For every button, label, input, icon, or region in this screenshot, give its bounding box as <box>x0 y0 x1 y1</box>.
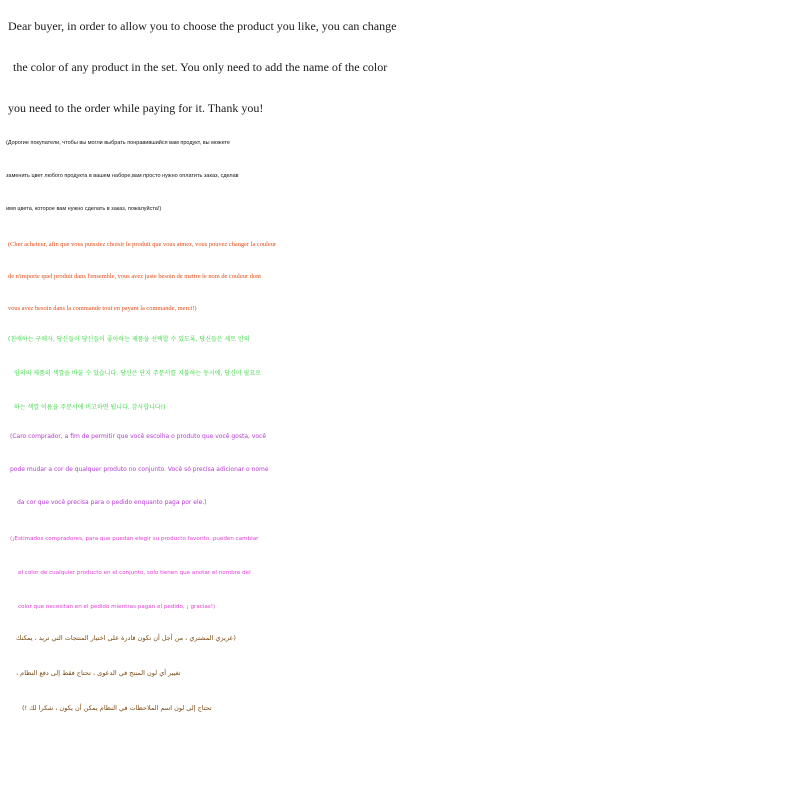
french-line-1: (Cher acheteur, afin que vous puissiez choisir le produit que vous aimez, vous pouvez changer la couleur <box>8 241 277 248</box>
spanish-notice <box>0 522 800 624</box>
portuguese-notice <box>0 420 800 519</box>
english-notice <box>0 6 800 129</box>
english-line-2: the color of any product in the set. You only need to add the name of the color <box>13 60 388 74</box>
french-line-2: de n'importe quel produit dans l'ensemble, vous avez juste besoin de mettre le nom de couleur dont <box>8 273 262 280</box>
korean-line-1: (친애하는 구매자, 당신들이 당신들이 좋아하는 제품을 선택할 수 있도록, 당신들은 세트 안의 <box>8 336 250 343</box>
portuguese-line-2: pode mudar a cor de qualquer produto no conjunto. Você só precisa adicionar o nome <box>10 466 269 473</box>
arabic-line-1: (عزيزي المشتري ، من أجل أن تكون قادرة على اختيار المنتجات التي تريد ، يمكنك <box>16 634 236 642</box>
russian-line-1: (Дорогие покупатели, чтобы вы могли выбрать понравившийся вам продукт, вы можете <box>6 140 230 146</box>
russian-line-2: заменить цвет любого продукта в вашем наборе,вам просто нужно оплатить заказ, сделав <box>6 173 239 179</box>
korean-line-3: 하는 색깔 이름을 주문서에 비고하면 됩니다. 감사합니다!) <box>14 404 166 411</box>
english-line-1: Dear buyer, in order to allow you to choose the product you like, you can change <box>8 19 397 33</box>
french-line-3: vous avez besoin dans la commande tout en payant la commande, merci!) <box>8 305 197 312</box>
korean-notice <box>0 323 800 425</box>
korean-line-2: 임의의 제품의 색깔을 바꿀 수 있습니다. 당신은 단지 주문서를 지불하는 동시에, 당신이 필요로 <box>14 370 261 377</box>
russian-line-3: имя цвета, которое вам нужно сделать в заказ, пожалуйста!) <box>6 206 162 212</box>
russian-notice <box>0 127 800 226</box>
english-line-3: you need to the order while paying for it. Thank you! <box>8 101 264 115</box>
arabic-line-3: تحتاج إلى لون اسم الملاحظات في النظام يمكن أن يكون ، شكرا لك !) <box>22 704 212 712</box>
arabic-line-2: تغيير أي لون المنتج في الدعوى ، تحتاج فقط إلى دفع النظام ، <box>16 669 181 677</box>
spanish-line-2: el color de cualquier producto en el conjunto, solo tienen que anotar el nombre del <box>18 570 251 576</box>
portuguese-line-1: (Caro comprador, a fim de permitir que você escolha o produto que você gosta, você <box>10 433 267 440</box>
portuguese-line-3: da cor que você precisa para o pedido enquanto paga por ele.) <box>17 499 207 506</box>
spanish-line-3: color que necesitan en el pedido mientras pagan el pedido, ¡ gracias!) <box>18 604 216 610</box>
arabic-notice <box>0 621 800 726</box>
french-notice <box>0 229 800 325</box>
spanish-line-1: (¡Estimados compradores, para que puedan elegir su producto favorito, pueden cambiar <box>10 536 259 542</box>
